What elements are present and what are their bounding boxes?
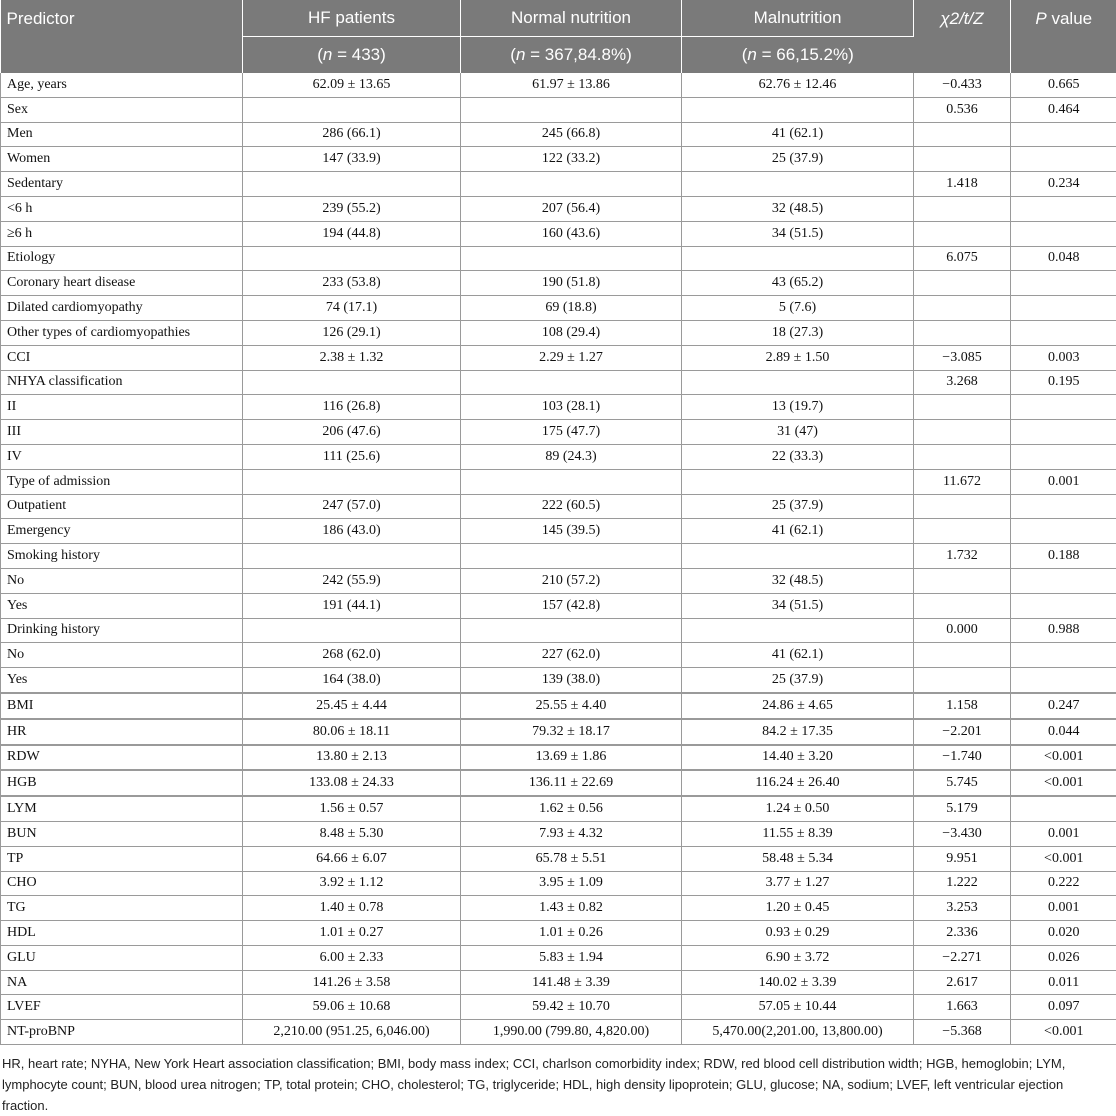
cell-normal-nutrition: 136.11 ± 22.69 [461, 770, 682, 796]
cell-predictor: BMI [1, 693, 243, 719]
table-footnote: HR, heart rate; NYHA, New York Heart association classification; BMI, body mass index; CCI, charlson comorbidity index; RDW, red blood cell distribution width; HGB, hemoglobin; LYM, lymphocyte count; BUN, blood urea nitrogen; TP, total protein; CHO, cholesterol; TG, triglyceride; HDL, high density lipoprotein; GLU, glucose; NA, sodium; LVEF, left ventricular ejection fraction. [0, 1045, 1116, 1116]
cell-p-value: <0.001 [1011, 770, 1116, 796]
cell-p-value [1011, 147, 1116, 172]
cell-hf-patients: 133.08 ± 24.33 [243, 770, 461, 796]
cell-normal-nutrition: 3.95 ± 1.09 [461, 871, 682, 896]
header-predictor: Predictor [1, 0, 243, 73]
cell-test-statistic [914, 395, 1011, 420]
cell-hf-patients [243, 246, 461, 271]
cell-p-value [1011, 320, 1116, 345]
cell-hf-patients: 191 (44.1) [243, 593, 461, 618]
cell-predictor: LVEF [1, 995, 243, 1020]
cell-hf-patients: 62.09 ± 13.65 [243, 73, 461, 97]
cell-p-value: 0.020 [1011, 921, 1116, 946]
cell-predictor: IV [1, 444, 243, 469]
cell-normal-nutrition: 245 (66.8) [461, 122, 682, 147]
cell-predictor: TP [1, 846, 243, 871]
cell-malnutrition: 25 (37.9) [682, 494, 914, 519]
cell-malnutrition: 3.77 ± 1.27 [682, 871, 914, 896]
cell-malnutrition: 84.2 ± 17.35 [682, 719, 914, 745]
cell-malnutrition: 32 (48.5) [682, 568, 914, 593]
cell-predictor: Sedentary [1, 172, 243, 197]
table-row [1, 668, 1116, 693]
cell-normal-nutrition: 1.01 ± 0.26 [461, 921, 682, 946]
cell-p-value [1011, 420, 1116, 445]
cell-predictor: GLU [1, 945, 243, 970]
cell-malnutrition: 6.90 ± 3.72 [682, 945, 914, 970]
cell-p-value [1011, 568, 1116, 593]
cell-normal-nutrition: 222 (60.5) [461, 494, 682, 519]
cell-normal-nutrition [461, 618, 682, 643]
cell-p-value: 0.665 [1011, 73, 1116, 97]
cell-test-statistic [914, 494, 1011, 519]
cell-predictor: ≥6 h [1, 221, 243, 246]
cell-hf-patients: 25.45 ± 4.44 [243, 693, 461, 719]
header-normal-nutrition: Normal nutrition [461, 0, 682, 37]
cell-hf-patients: 59.06 ± 10.68 [243, 995, 461, 1020]
table-row [1, 221, 1116, 246]
cell-test-statistic [914, 444, 1011, 469]
cell-test-statistic: −2.271 [914, 945, 1011, 970]
cell-hf-patients: 147 (33.9) [243, 147, 461, 172]
table-row [1, 921, 1116, 946]
cell-malnutrition: 32 (48.5) [682, 196, 914, 221]
cell-normal-nutrition: 190 (51.8) [461, 271, 682, 296]
cell-malnutrition: 43 (65.2) [682, 271, 914, 296]
cell-test-statistic [914, 147, 1011, 172]
cell-normal-nutrition: 160 (43.6) [461, 221, 682, 246]
cell-p-value: <0.001 [1011, 1020, 1116, 1045]
cell-p-value: 0.048 [1011, 246, 1116, 271]
table-row [1, 196, 1116, 221]
cell-p-value: 0.195 [1011, 370, 1116, 395]
table-body [1, 73, 1116, 1045]
cell-malnutrition: 57.05 ± 10.44 [682, 995, 914, 1020]
table-row [1, 618, 1116, 643]
cell-malnutrition: 22 (33.3) [682, 444, 914, 469]
cell-normal-nutrition: 59.42 ± 10.70 [461, 995, 682, 1020]
cell-normal-nutrition: 89 (24.3) [461, 444, 682, 469]
cell-test-statistic: 1.158 [914, 693, 1011, 719]
cell-p-value: 0.026 [1011, 945, 1116, 970]
table-row [1, 172, 1116, 197]
cell-hf-patients: 1.01 ± 0.27 [243, 921, 461, 946]
cell-malnutrition: 18 (27.3) [682, 320, 914, 345]
cell-p-value: 0.188 [1011, 544, 1116, 569]
cell-hf-patients: 141.26 ± 3.58 [243, 970, 461, 995]
cell-malnutrition [682, 469, 914, 494]
cell-predictor: <6 h [1, 196, 243, 221]
cell-predictor: LYM [1, 796, 243, 821]
cell-predictor: No [1, 643, 243, 668]
cell-predictor: Men [1, 122, 243, 147]
table-row [1, 444, 1116, 469]
cell-test-statistic: −0.433 [914, 73, 1011, 97]
cell-normal-nutrition [461, 172, 682, 197]
cell-p-value: 0.097 [1011, 995, 1116, 1020]
cell-test-statistic [914, 519, 1011, 544]
cell-hf-patients: 6.00 ± 2.33 [243, 945, 461, 970]
table-row [1, 693, 1116, 719]
cell-normal-nutrition: 13.69 ± 1.86 [461, 745, 682, 771]
cell-malnutrition: 116.24 ± 26.40 [682, 770, 914, 796]
cell-predictor: TG [1, 896, 243, 921]
cell-predictor: Sex [1, 97, 243, 122]
cell-hf-patients: 74 (17.1) [243, 296, 461, 321]
cell-predictor: Drinking history [1, 618, 243, 643]
cell-test-statistic [914, 593, 1011, 618]
cell-p-value: 0.234 [1011, 172, 1116, 197]
cell-test-statistic [914, 196, 1011, 221]
table-header [1, 0, 1116, 73]
cell-p-value: 0.247 [1011, 693, 1116, 719]
cell-test-statistic: 5.179 [914, 796, 1011, 821]
cell-hf-patients: 3.92 ± 1.12 [243, 871, 461, 896]
cell-normal-nutrition: 141.48 ± 3.39 [461, 970, 682, 995]
cell-hf-patients: 1.40 ± 0.78 [243, 896, 461, 921]
cell-hf-patients: 1.56 ± 0.57 [243, 796, 461, 821]
cell-hf-patients: 126 (29.1) [243, 320, 461, 345]
table-row [1, 846, 1116, 871]
cell-test-statistic: −5.368 [914, 1020, 1011, 1045]
table-row [1, 1020, 1116, 1045]
subheader-normal-n: (n = 367,84.8%) [461, 37, 682, 74]
cell-hf-patients: 239 (55.2) [243, 196, 461, 221]
table-row [1, 246, 1116, 271]
cell-test-statistic: 2.617 [914, 970, 1011, 995]
cell-malnutrition: 5,470.00(2,201.00, 13,800.00) [682, 1020, 914, 1045]
cell-p-value: <0.001 [1011, 745, 1116, 771]
header-test-statistic: χ2/t/Z [914, 0, 1011, 73]
cell-p-value [1011, 796, 1116, 821]
header-malnutrition: Malnutrition [682, 0, 914, 37]
table-row [1, 296, 1116, 321]
cell-normal-nutrition [461, 469, 682, 494]
cell-normal-nutrition: 2.29 ± 1.27 [461, 345, 682, 370]
cell-test-statistic [914, 221, 1011, 246]
cell-hf-patients: 194 (44.8) [243, 221, 461, 246]
cell-malnutrition: 41 (62.1) [682, 122, 914, 147]
cell-hf-patients: 164 (38.0) [243, 668, 461, 693]
cell-test-statistic: 0.536 [914, 97, 1011, 122]
cell-p-value [1011, 221, 1116, 246]
cell-malnutrition: 13 (19.7) [682, 395, 914, 420]
cell-predictor: Other types of cardiomyopathies [1, 320, 243, 345]
cell-predictor: Yes [1, 668, 243, 693]
cell-test-statistic: 3.268 [914, 370, 1011, 395]
cell-hf-patients: 13.80 ± 2.13 [243, 745, 461, 771]
table-row [1, 896, 1116, 921]
table-row [1, 544, 1116, 569]
cell-hf-patients [243, 469, 461, 494]
cell-malnutrition: 25 (37.9) [682, 147, 914, 172]
cell-test-statistic [914, 643, 1011, 668]
table-row [1, 593, 1116, 618]
cell-hf-patients: 268 (62.0) [243, 643, 461, 668]
cell-test-statistic [914, 122, 1011, 147]
cell-predictor: Smoking history [1, 544, 243, 569]
table-row [1, 420, 1116, 445]
header-row [1, 0, 1116, 37]
cell-p-value: 0.464 [1011, 97, 1116, 122]
table-row [1, 568, 1116, 593]
cell-test-statistic: 9.951 [914, 846, 1011, 871]
cell-predictor: CHO [1, 871, 243, 896]
cell-test-statistic [914, 271, 1011, 296]
subheader-mal-n: (n = 66,15.2%) [682, 37, 914, 74]
cell-predictor: CCI [1, 345, 243, 370]
table-row [1, 97, 1116, 122]
cell-p-value: 0.011 [1011, 970, 1116, 995]
table-row [1, 821, 1116, 846]
cell-test-statistic: 1.418 [914, 172, 1011, 197]
cell-malnutrition: 2.89 ± 1.50 [682, 345, 914, 370]
cell-hf-patients: 2,210.00 (951.25, 6,046.00) [243, 1020, 461, 1045]
cell-hf-patients: 242 (55.9) [243, 568, 461, 593]
cell-hf-patients [243, 618, 461, 643]
cell-malnutrition: 31 (47) [682, 420, 914, 445]
cell-normal-nutrition: 1.43 ± 0.82 [461, 896, 682, 921]
cell-test-statistic: −1.740 [914, 745, 1011, 771]
cell-malnutrition [682, 246, 914, 271]
table-row [1, 395, 1116, 420]
table-row [1, 719, 1116, 745]
cell-p-value [1011, 196, 1116, 221]
cell-malnutrition [682, 618, 914, 643]
cell-p-value: 0.988 [1011, 618, 1116, 643]
cell-hf-patients [243, 97, 461, 122]
cell-predictor: Type of admission [1, 469, 243, 494]
cell-normal-nutrition [461, 370, 682, 395]
cell-normal-nutrition: 61.97 ± 13.86 [461, 73, 682, 97]
cell-test-statistic [914, 296, 1011, 321]
cell-predictor: No [1, 568, 243, 593]
cell-hf-patients [243, 172, 461, 197]
table-row [1, 945, 1116, 970]
table-row [1, 745, 1116, 771]
cell-test-statistic: −3.085 [914, 345, 1011, 370]
cell-malnutrition: 25 (37.9) [682, 668, 914, 693]
cell-normal-nutrition: 122 (33.2) [461, 147, 682, 172]
cell-normal-nutrition: 175 (47.7) [461, 420, 682, 445]
cell-test-statistic: 2.336 [914, 921, 1011, 946]
cell-p-value [1011, 519, 1116, 544]
cell-malnutrition [682, 97, 914, 122]
cell-predictor: Age, years [1, 73, 243, 97]
cell-p-value [1011, 643, 1116, 668]
cell-predictor: Etiology [1, 246, 243, 271]
subheader-hf-n: (n = 433) [243, 37, 461, 74]
cell-normal-nutrition: 227 (62.0) [461, 643, 682, 668]
cell-predictor: Yes [1, 593, 243, 618]
header-hf-patients: HF patients [243, 0, 461, 37]
cell-normal-nutrition: 1.62 ± 0.56 [461, 796, 682, 821]
table-row [1, 370, 1116, 395]
cell-predictor: Outpatient [1, 494, 243, 519]
cell-p-value [1011, 668, 1116, 693]
cell-malnutrition [682, 544, 914, 569]
cell-p-value [1011, 593, 1116, 618]
cell-p-value [1011, 271, 1116, 296]
cell-p-value [1011, 444, 1116, 469]
table-row [1, 970, 1116, 995]
cell-predictor: HDL [1, 921, 243, 946]
cell-malnutrition: 1.20 ± 0.45 [682, 896, 914, 921]
cell-predictor: RDW [1, 745, 243, 771]
cell-predictor: BUN [1, 821, 243, 846]
table-row [1, 122, 1116, 147]
cell-p-value: 0.044 [1011, 719, 1116, 745]
cell-hf-patients: 186 (43.0) [243, 519, 461, 544]
cell-malnutrition: 0.93 ± 0.29 [682, 921, 914, 946]
cell-malnutrition: 41 (62.1) [682, 519, 914, 544]
cell-p-value: 0.222 [1011, 871, 1116, 896]
cell-normal-nutrition: 139 (38.0) [461, 668, 682, 693]
cell-malnutrition: 58.48 ± 5.34 [682, 846, 914, 871]
cell-test-statistic [914, 420, 1011, 445]
cell-predictor: NHYA classification [1, 370, 243, 395]
cell-malnutrition: 34 (51.5) [682, 593, 914, 618]
cell-normal-nutrition: 65.78 ± 5.51 [461, 846, 682, 871]
cell-malnutrition [682, 370, 914, 395]
cell-hf-patients [243, 370, 461, 395]
table-row [1, 271, 1116, 296]
cell-hf-patients: 111 (25.6) [243, 444, 461, 469]
header-p-value: P value [1011, 0, 1116, 73]
cell-malnutrition: 34 (51.5) [682, 221, 914, 246]
cell-test-statistic: −2.201 [914, 719, 1011, 745]
cell-normal-nutrition [461, 544, 682, 569]
cell-predictor: NA [1, 970, 243, 995]
cell-normal-nutrition [461, 97, 682, 122]
table-row [1, 469, 1116, 494]
cell-malnutrition: 140.02 ± 3.39 [682, 970, 914, 995]
cell-p-value: 0.001 [1011, 469, 1116, 494]
cell-normal-nutrition: 207 (56.4) [461, 196, 682, 221]
cell-hf-patients [243, 544, 461, 569]
table-row [1, 995, 1116, 1020]
cell-test-statistic: −3.430 [914, 821, 1011, 846]
table-row [1, 519, 1116, 544]
cell-p-value: 0.001 [1011, 821, 1116, 846]
cell-malnutrition [682, 172, 914, 197]
cell-normal-nutrition: 1,990.00 (799.80, 4,820.00) [461, 1020, 682, 1045]
cell-hf-patients: 286 (66.1) [243, 122, 461, 147]
cell-p-value: 0.003 [1011, 345, 1116, 370]
cell-test-statistic [914, 668, 1011, 693]
cell-malnutrition: 1.24 ± 0.50 [682, 796, 914, 821]
table-row [1, 345, 1116, 370]
cell-p-value [1011, 296, 1116, 321]
cell-malnutrition: 41 (62.1) [682, 643, 914, 668]
cell-test-statistic: 0.000 [914, 618, 1011, 643]
table-row [1, 73, 1116, 97]
cell-normal-nutrition: 25.55 ± 4.40 [461, 693, 682, 719]
cell-hf-patients: 80.06 ± 18.11 [243, 719, 461, 745]
cell-malnutrition: 5 (7.6) [682, 296, 914, 321]
table-row [1, 147, 1116, 172]
cell-test-statistic: 5.745 [914, 770, 1011, 796]
cell-test-statistic: 1.663 [914, 995, 1011, 1020]
cell-predictor: II [1, 395, 243, 420]
cell-predictor: Dilated cardiomyopathy [1, 296, 243, 321]
table-row [1, 643, 1116, 668]
cell-normal-nutrition: 69 (18.8) [461, 296, 682, 321]
cell-normal-nutrition [461, 246, 682, 271]
cell-malnutrition: 62.76 ± 12.46 [682, 73, 914, 97]
cell-predictor: HGB [1, 770, 243, 796]
table-row [1, 770, 1116, 796]
cell-p-value [1011, 494, 1116, 519]
cell-hf-patients: 233 (53.8) [243, 271, 461, 296]
table-row [1, 796, 1116, 821]
table-row [1, 871, 1116, 896]
cell-test-statistic [914, 568, 1011, 593]
table-row [1, 494, 1116, 519]
cell-malnutrition: 14.40 ± 3.20 [682, 745, 914, 771]
cell-normal-nutrition: 145 (39.5) [461, 519, 682, 544]
cell-malnutrition: 24.86 ± 4.65 [682, 693, 914, 719]
cell-normal-nutrition: 157 (42.8) [461, 593, 682, 618]
cell-predictor: HR [1, 719, 243, 745]
cell-test-statistic: 6.075 [914, 246, 1011, 271]
cell-normal-nutrition: 79.32 ± 18.17 [461, 719, 682, 745]
cell-test-statistic: 1.732 [914, 544, 1011, 569]
cell-test-statistic: 3.253 [914, 896, 1011, 921]
cell-hf-patients: 2.38 ± 1.32 [243, 345, 461, 370]
cell-predictor: NT-proBNP [1, 1020, 243, 1045]
cell-normal-nutrition: 108 (29.4) [461, 320, 682, 345]
cell-hf-patients: 247 (57.0) [243, 494, 461, 519]
cell-predictor: Coronary heart disease [1, 271, 243, 296]
cell-normal-nutrition: 7.93 ± 4.32 [461, 821, 682, 846]
cell-hf-patients: 116 (26.8) [243, 395, 461, 420]
cell-p-value [1011, 395, 1116, 420]
cell-test-statistic [914, 320, 1011, 345]
table-row [1, 320, 1116, 345]
cell-predictor: Women [1, 147, 243, 172]
cell-normal-nutrition: 210 (57.2) [461, 568, 682, 593]
cell-p-value: <0.001 [1011, 846, 1116, 871]
cell-p-value [1011, 122, 1116, 147]
cell-test-statistic: 11.672 [914, 469, 1011, 494]
cell-hf-patients: 8.48 ± 5.30 [243, 821, 461, 846]
cell-normal-nutrition: 103 (28.1) [461, 395, 682, 420]
cell-malnutrition: 11.55 ± 8.39 [682, 821, 914, 846]
cell-p-value: 0.001 [1011, 896, 1116, 921]
cell-predictor: Emergency [1, 519, 243, 544]
cell-hf-patients: 206 (47.6) [243, 420, 461, 445]
cell-test-statistic: 1.222 [914, 871, 1011, 896]
cell-normal-nutrition: 5.83 ± 1.94 [461, 945, 682, 970]
cell-hf-patients: 64.66 ± 6.07 [243, 846, 461, 871]
cell-predictor: III [1, 420, 243, 445]
